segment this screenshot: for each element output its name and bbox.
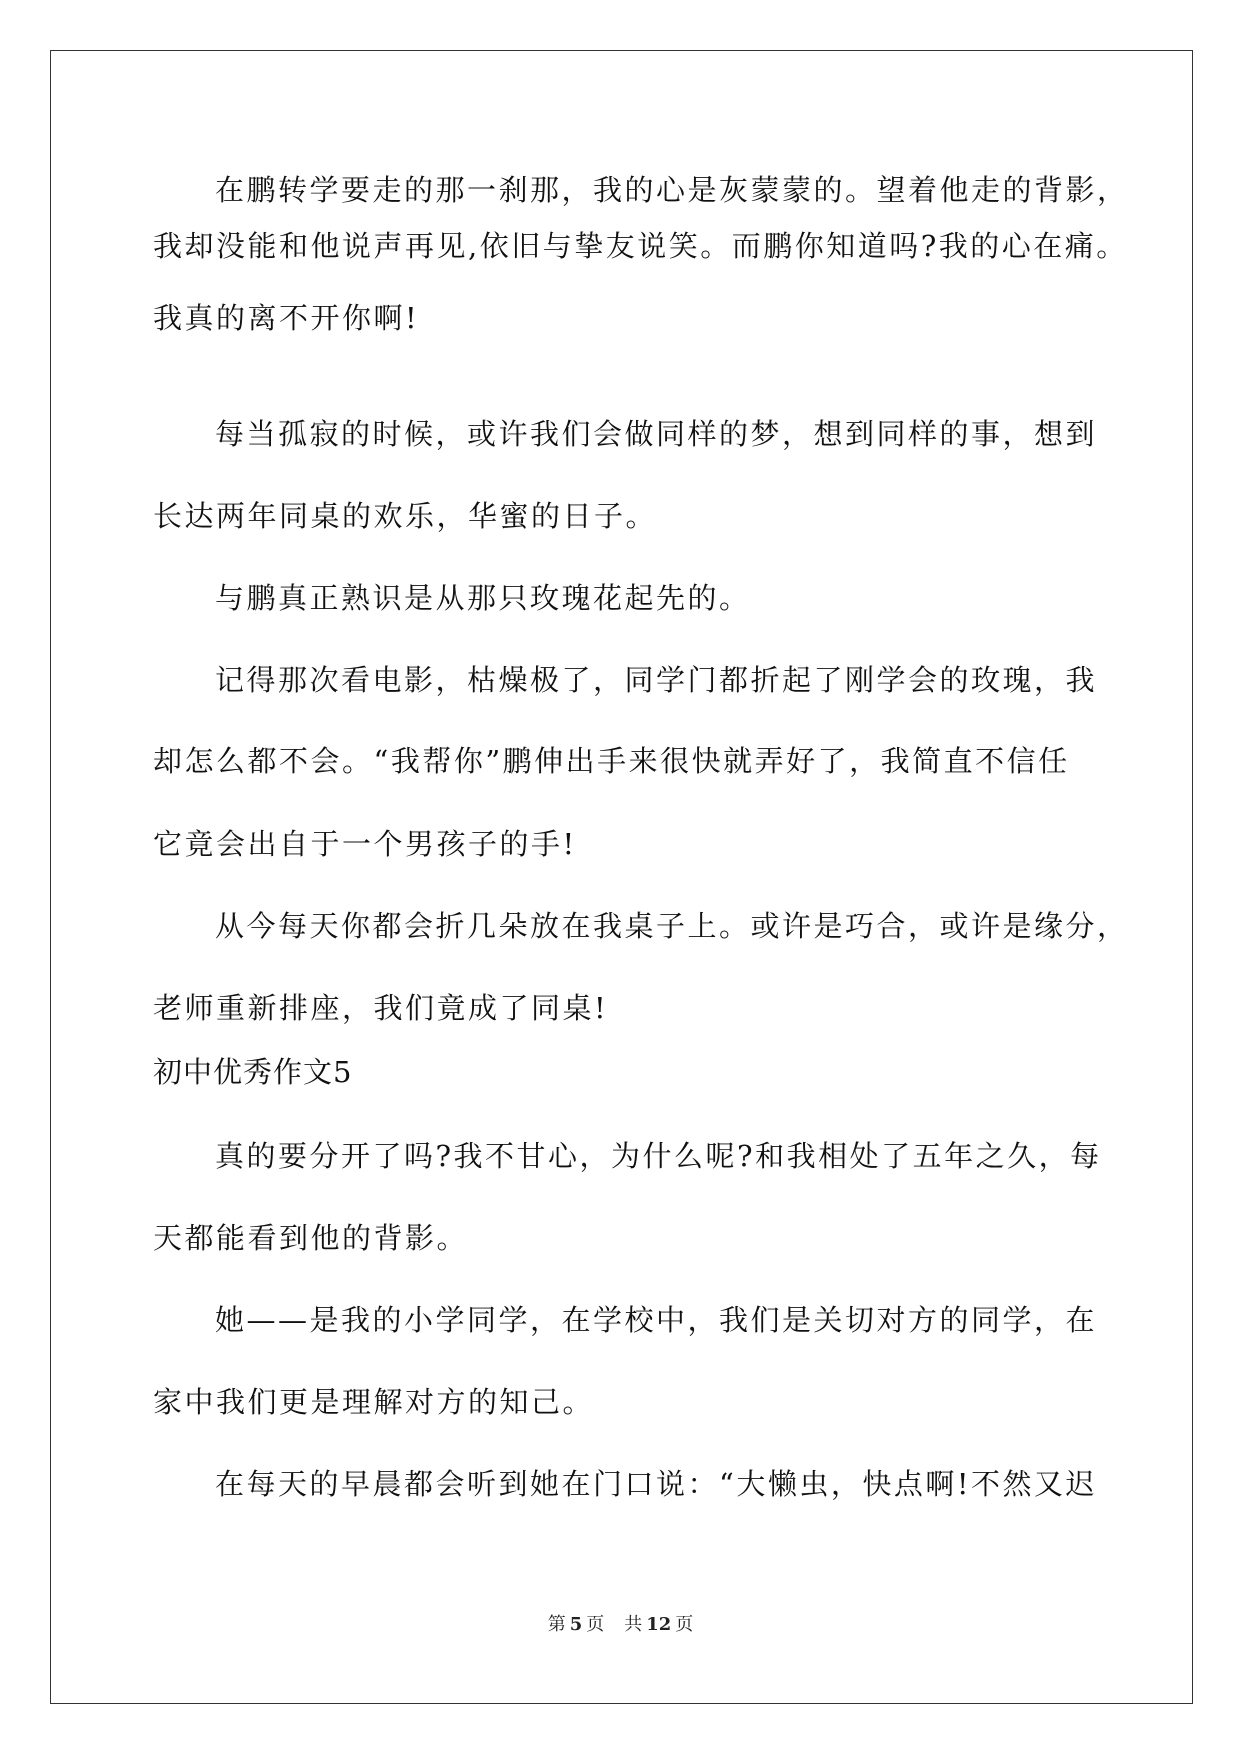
- text-line: 在鹏转学要走的那一刹那，我的心是灰蒙蒙的。望着他走的背影，: [215, 173, 1129, 207]
- text-line: 我真的离不开你啊!: [153, 301, 420, 335]
- footer-total-suffix: 页: [675, 1614, 694, 1635]
- footer-page-suffix: 页: [586, 1614, 605, 1635]
- text-line: 真的要分开了吗?我不甘心，为什么呢?和我相处了五年之久，每: [215, 1139, 1102, 1173]
- footer-total-pages: 12: [646, 1614, 672, 1635]
- text-line: 每当孤寂的时候，或许我们会做同样的梦，想到同样的事，想到: [215, 417, 1098, 451]
- page-border: [50, 50, 1193, 1704]
- text-line: 在每天的早晨都会听到她在门口说：“大懒虫，快点啊!不然又迟: [215, 1467, 1097, 1501]
- section-heading: 初中优秀作文5: [153, 1055, 353, 1089]
- footer-page-number: 5: [569, 1614, 583, 1635]
- text-line: 从今每天你都会折几朵放在我桌子上。或许是巧合，或许是缘分，: [215, 909, 1129, 943]
- text-line: 她——是我的小学同学，在学校中，我们是关切对方的同学，在: [215, 1303, 1098, 1337]
- text-line: 长达两年同桌的欢乐，华蜜的日子。: [153, 499, 658, 533]
- text-line: 它竟会出自于一个男孩子的手!: [153, 827, 577, 861]
- text-line: 天都能看到他的背影。: [153, 1221, 469, 1255]
- footer-page-prefix: 第: [547, 1614, 566, 1635]
- text-line: 记得那次看电影，枯燥极了，同学门都折起了刚学会的玫瑰，我: [215, 663, 1098, 697]
- text-line: 老师重新排座，我们竟成了同桌!: [153, 991, 609, 1025]
- text-line: 却怎么都不会。“我帮你”鹏伸出手来很快就弄好了，我简直不信任: [153, 744, 1070, 778]
- footer-total-prefix: 共: [624, 1614, 643, 1635]
- text-line: 与鹏真正熟识是从那只玫瑰花起先的。: [215, 581, 751, 615]
- text-line: 家中我们更是理解对方的知己。: [153, 1385, 595, 1419]
- text-line: 我却没能和他说声再见,依旧与挚友说笑。而鹏你知道吗?我的心在痛。: [153, 229, 1128, 263]
- page-footer: [0, 1613, 1241, 1637]
